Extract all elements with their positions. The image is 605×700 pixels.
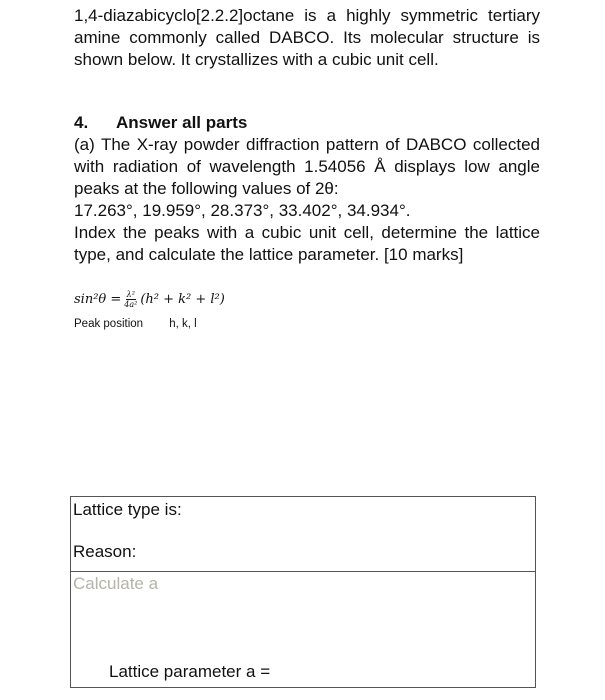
formula-numerator: λ²	[126, 289, 135, 299]
question-number: 4.	[74, 113, 89, 132]
formula-denominator: 4a²	[124, 299, 138, 309]
question-heading	[74, 112, 247, 134]
part-a-text	[74, 134, 540, 266]
reason-label: Reason:	[73, 542, 137, 561]
table-header-row	[74, 318, 197, 330]
peak-values: 17.263°, 19.959°, 28.373°, 33.402°, 34.934°.	[74, 201, 411, 220]
bragg-cubic-formula	[74, 282, 225, 316]
calculate-a-placeholder[interactable]: Calculate a	[73, 574, 159, 593]
question-title: Answer all parts	[116, 113, 248, 132]
lattice-type-label: Lattice type is:	[73, 500, 182, 519]
peak-position-header: Peak position	[74, 318, 144, 330]
formula-fraction	[124, 290, 137, 309]
intro-paragraph: 1,4-diazabicyclo[2.2.2]octane is a highly symmetric tertiary amine commonly called DABCO. Its molecular structure is shown below. It crystallizes with a cubic unit cell.	[74, 6, 540, 69]
formula-lhs: sin²θ =	[74, 291, 122, 307]
answer-box[interactable]	[70, 496, 536, 688]
formula-rhs: (h² + k² + l²)	[140, 291, 225, 307]
part-a-task: Index the peaks with a cubic unit cell, determine the lattice type, and calculate the lattice parameter. [10 marks]	[74, 223, 540, 264]
lattice-parameter-label: Lattice parameter a =	[109, 662, 271, 681]
hkl-header: h, k, l	[169, 318, 197, 330]
box-divider	[71, 571, 535, 572]
part-a-prompt: (a) The X-ray powder diffraction pattern of DABCO collected with radiation of wavelength 1.54056 Å displays low angle peaks at the following values of 2θ:	[74, 135, 540, 198]
